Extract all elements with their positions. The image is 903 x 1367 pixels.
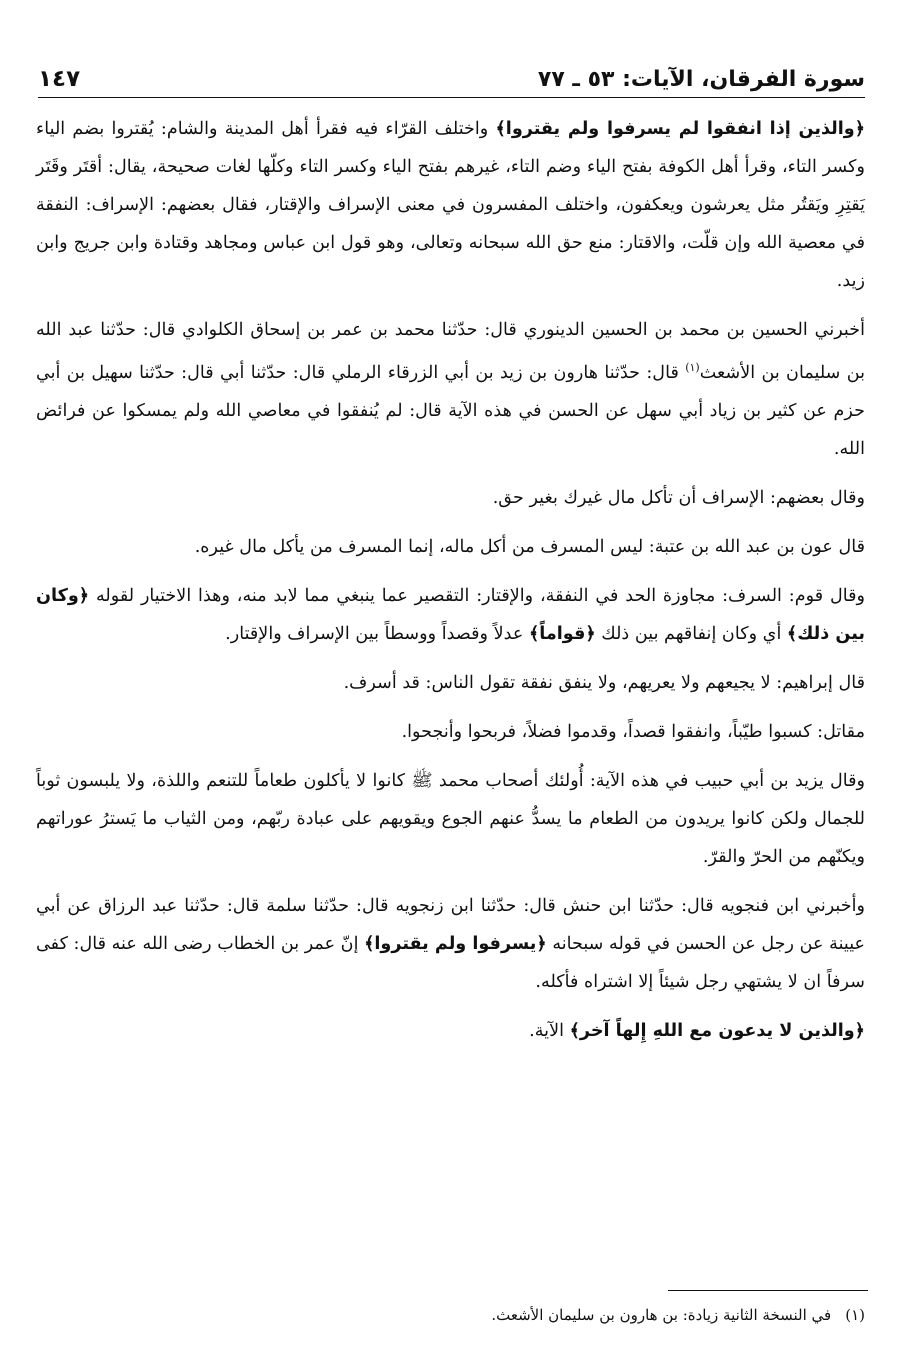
paragraph-8 xyxy=(36,762,865,876)
footnote-number: (١) xyxy=(845,1306,865,1324)
paragraph-5 xyxy=(36,577,865,653)
paragraph-10 xyxy=(36,1012,865,1050)
paragraph-text: وقال بعضهم: الإسراف أن تأكل مال غيرك بغير حق. xyxy=(492,487,865,508)
paragraph-3 xyxy=(36,479,865,517)
paragraph-text: أخبرني الحسين بن محمد بن الحسين الدينوري قال: حدّثنا محمد بن عمر بن إسحاق الكلوادي قال: حدّثنا عبد الله بن سليمان بن الأشعث xyxy=(36,320,865,383)
quran-quote: ﴿يسرفوا ولم يقتروا﴾ xyxy=(364,933,547,954)
footnote-rule xyxy=(668,1290,868,1291)
running-title: سورة الفرقان، الآيات: ٥٣ ـ ٧٧ xyxy=(537,67,865,92)
footnote-ref[interactable]: (١) xyxy=(685,361,700,374)
paragraph-text: قال إبراهيم: لا يجيعهم ولا يعريهم، ولا ينفق نفقة تقول الناس: قد أسرف. xyxy=(343,672,865,693)
page-header xyxy=(38,52,865,92)
paragraph-text: إنّ عمر بن الخطاب رضى الله عنه قال: كفى سرفاً ان لا يشتهي رجل شيئاً إلا اشتراه فأكله. xyxy=(36,933,865,992)
paragraph-text: الآية. xyxy=(529,1020,570,1041)
footnote-text: في النسخة الثانية زيادة: بن هارون بن سليمان الأشعث. xyxy=(491,1306,832,1324)
header-rule xyxy=(38,97,865,98)
paragraph-1 xyxy=(36,110,865,300)
paragraph-text: عدلاً وقصداً ووسطاً بين الإسراف والإقتار. xyxy=(225,623,529,644)
paragraph-6 xyxy=(36,664,865,702)
paragraph-text: واختلف القرّاء فيه فقرأ أهل المدينة والشام: يُقتروا بضم الياء وكسر التاء، وقرأ أهل الكوفة بفتح الياء وضم التاء، غيرهم بفتح الياء وكسر التاء وكلّها لغات صحيحة، يقال: أقتَر وقَتَر يَقتِرِ ويَقتُر مثل يعرشون ويعكفون، واختلف المفسرون في معنى الإسراف والإقتار، فقال بعضهم: الإسراف: النفقة في معصية الله وإن قلّت، والاقتار: منع حق الله سبحانه وتعالى، وهو قول ابن عباس ومجاهد وقتادة وابن جريج وابن زيد. xyxy=(36,119,865,291)
quran-quote: ﴿والذين إذا انفقوا لم يسرفوا ولم يقتروا﴾ xyxy=(495,119,866,139)
footnote xyxy=(38,1302,865,1328)
paragraph-text: أي وكان إنفاقهم بين ذلك xyxy=(595,623,787,644)
page-body xyxy=(36,110,865,1247)
paragraph-9 xyxy=(36,887,865,1001)
page-number: ١٤٧ xyxy=(38,66,81,92)
paragraph-2 xyxy=(36,311,865,468)
paragraph-text: وقال يزيد بن أبي حبيب في هذه الآية: أُولئك أصحاب محمد ﷺ كانوا لا يأكلون طعاماً للتنعم واللذة، ولا يلبسون ثوباً للجمال ولكن كانوا يريدون من الطعام ما يسدُّ عنهم الجوع ويقويهم على عبادة ربّهم، ومن الثياب ما يَسترُ عوراتهم ويكنّهم من الحرّ والقرّ. xyxy=(36,770,865,867)
paragraph-text: قال عون بن عبد الله بن عتبة: ليس المسرف من أكل ماله، إنما المسرف من يأكل مال غيره. xyxy=(194,536,865,557)
paragraph-text: وأخبرني ابن فنجويه قال: حدّثنا ابن حنش قال: حدّثنا ابن زنجويه قال: حدّثنا سلمة قال: حدّثنا عبد الرزاق عن أبي عيينة عن رجل عن الحسن في قوله سبحانه xyxy=(36,895,865,954)
quran-quote: ﴿قواماً﴾ xyxy=(528,623,596,644)
paragraph-text: وقال قوم: السرف: مجاوزة الحد في النفقة، والإقتار: التقصير عما ينبغي مما لابد منه، وهذا الاختيار لقوله xyxy=(89,585,865,606)
paragraph-text: مقاتل: كسبوا طيّباً، وانفقوا قصداً، وقدموا فضلاً، فربحوا وأنجحوا. xyxy=(401,721,865,742)
paragraph-4 xyxy=(36,528,865,566)
paragraph-7 xyxy=(36,713,865,751)
quran-quote: ﴿وكان بين ذلك﴾ xyxy=(36,585,865,644)
paragraph-text: قال: حدّثنا هارون بن زيد بن أبي الزرقاء الرملي قال: حدّثنا أبي قال: حدّثنا سهيل بن أبي حزم عن كثير بن زياد أبي سهل عن الحسن في هذه الآية قال: لم يُنفقوا في معاصي الله ولم يمسكوا عن فرائض الله. xyxy=(36,362,865,459)
quran-quote: ﴿والذين لا يدعون مع اللهِ إِلهاً آخر﴾ xyxy=(569,1020,865,1041)
